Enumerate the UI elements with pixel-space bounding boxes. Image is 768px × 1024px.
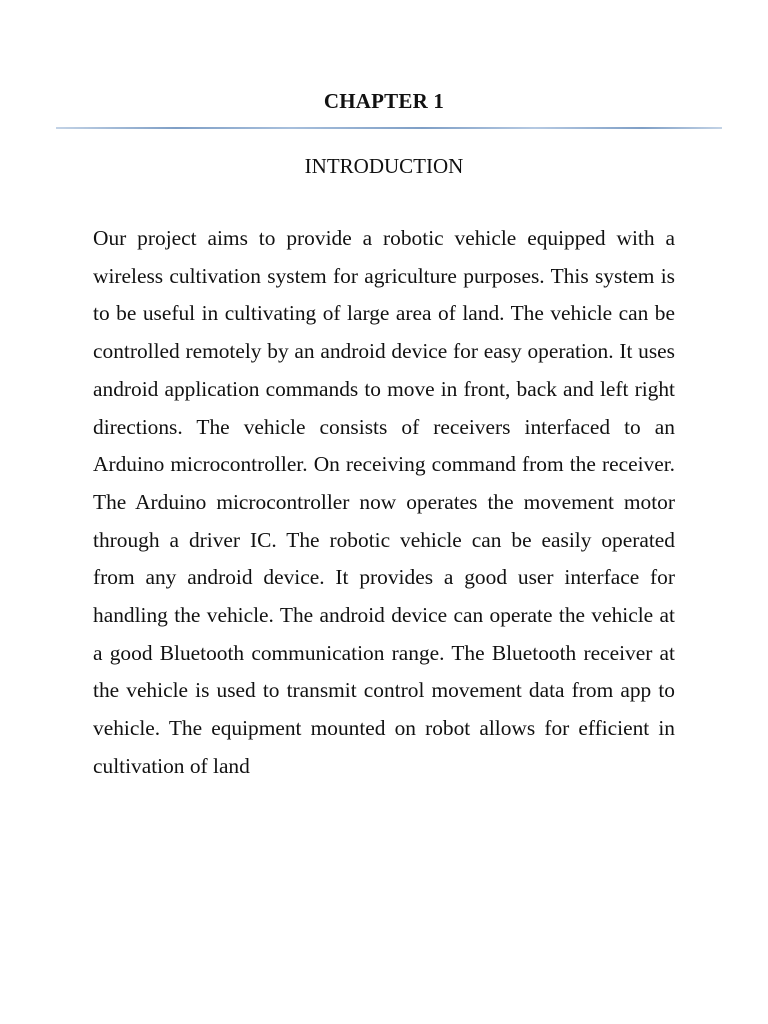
body-paragraph: Our project aims to provide a robotic vehicle equipped with a wireless cultivation system for agriculture purposes. This system is to be useful in cultivating of large area of land. The vehicle can be controlled remotely by an android device for easy operation. It uses android application commands to move in front, back and left right directions. The vehicle consists of receivers interfaced to an Arduino microcontroller. On receiving command from the receiver. The Arduino microcontroller now operates the movement motor through a driver IC. The robotic vehicle can be easily operated from any android device. It provides a good user interface for handling the vehicle. The android device can operate the vehicle at a good Bluetooth communication range. The Bluetooth receiver at the vehicle is used to transmit control movement data from app to vehicle. The equipment mounted on robot allows for efficient in cultivation of land [93, 226, 675, 778]
section-title: INTRODUCTION [304, 154, 464, 178]
chapter-heading: CHAPTER 1 [323, 89, 445, 113]
heading-divider [56, 127, 722, 129]
